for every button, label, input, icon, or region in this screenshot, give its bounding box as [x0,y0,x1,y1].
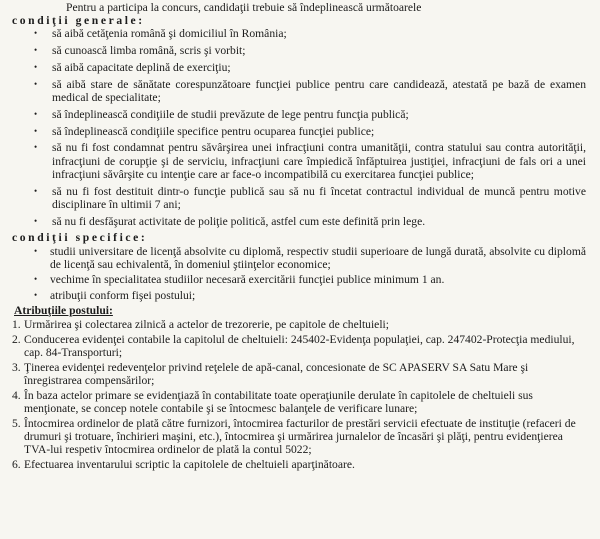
list-item: • să îndeplinească condiţiile specifice pentru ocuparea funcţiei publice; [34,124,375,138]
bullet-icon: • [34,125,38,136]
list-item: • să nu fi fost destituit dintr-o funcţie publică sau să nu fi încetat contractul individual de muncă pentru motive disciplinare în ultimii 7 ani; [34,184,586,211]
attributions-list [10,318,592,471]
list-item: 3. Ţinerea evidenţei redevenţelor privind reţelele de apă-canal, concesionate de SC APASERV SA Satu Mare şi înregistrarea compensărilor; [12,360,529,388]
list-item: • studii universitare de licenţă absolvite cu diplomă, respectiv studii superioare de lungă durată, absolvite cu diplomă de licenţă sau echivalentă, în domeniul ştiinţelor economice; [34,244,586,271]
list-item: 1. Urmărirea şi colectarea zilnică a actelor de trezorerie, pe capitole de cheltuieli; [12,318,389,332]
item-number: 2. [12,332,21,346]
list-item: • să cunoască limba română, scris şi vorbit; [34,44,246,58]
list-item: • vechime în specialitatea studiilor necesară exercitării funcţiei publice minimum 1 an. [34,273,445,287]
bullet-icon: • [34,274,38,285]
general-conditions-heading: condiţii generale: [12,14,145,28]
bullet-icon: • [34,62,38,72]
bullet-icon: • [34,28,38,39]
intro-text: Pentru a participa la concurs, candidaţii trebuie să îndeplinească următoarele [66,1,422,14]
list-item: • să aibă capacitate deplină de exerciţiu; [34,61,231,74]
list-item: 6. Efectuarea inventarului scriptic la capitolele de cheltuieli aparţinătoare. [12,458,355,472]
general-conditions-list [10,27,592,227]
specific-conditions-heading: condiţii specifice: [12,231,148,245]
list-item: • să nu fi desfăşurat activitate de poliţie politică, astfel cum este definită prin lege. [34,214,426,228]
document-page [0,1,600,539]
list-item: • atribuţii conform fişei postului; [34,288,196,302]
list-item: 5. Întocmirea ordinelor de plată către furnizori, întocmirea facturilor de prestări servicii efectuate de instituţie (refaceri de drumuri şi trotuare, închirieri maşini, etc.), întocmirea şi urmărirea jurnalelor de încasări şi plăţi, pentru evidenţierea TVA-lui respetiv întocmirea ordinelor de plată la contul 5022; [12,416,576,457]
item-number: 5. [12,416,21,430]
bullet-icon: • [34,45,38,56]
bullet-icon: • [34,215,38,226]
list-item: • să nu fi fost condamnat pentru săvârşirea unei infracţiuni contra umanităţii, contra statului sau contra autorităţii, infracţiuni de corupţie şi de serviciu, infracţiuni care împiedică înfăptuirea justiţiei, infracţiuni de fals ori a unei infracţiuni săvârşite cu intenţie care ar face-o incompatibilă cu exercitarea funcţiei publice; [34,141,586,181]
list-item: • să aibă stare de sănătate corespunzătoare funcţiei publice pentru care candidează, atestată pe bază de examen medical de specialitate; [34,77,586,104]
list-item: • să aibă cetăţenia română şi domiciliul în România; [34,27,287,41]
specific-conditions-list [10,245,592,302]
bullet-icon: • [34,108,38,119]
list-item: 4. În baza actelor primare se evidenţiază în contabilitate toate operaţiunile derulate în capitolele de cheltuieli sus menţionate, se concep notele contabile şi se întocmesc balanţele de verificare lunare; [12,388,533,416]
item-number: 3. [12,360,21,374]
list-item: • să îndeplinească condiţiile de studii prevăzute de lege pentru funcţia publică; [34,107,409,121]
bullet-icon: • [34,185,38,196]
list-item: 2. Conducerea evidenţei contabile la capitolul de cheltuieli: 245402-Evidenţa populaţiei, cap. 247402-Protecţia mediului, cap. 84-Transporturi; [12,332,575,360]
attributions-heading: Atribuţiile postului: [14,303,113,317]
bullet-icon: • [34,289,38,300]
item-number: 1. [12,318,21,332]
item-number: 6. [12,458,21,472]
bullet-icon: • [34,245,38,256]
item-number: 4. [12,388,21,402]
bullet-icon: • [34,142,38,153]
bullet-icon: • [34,78,38,89]
